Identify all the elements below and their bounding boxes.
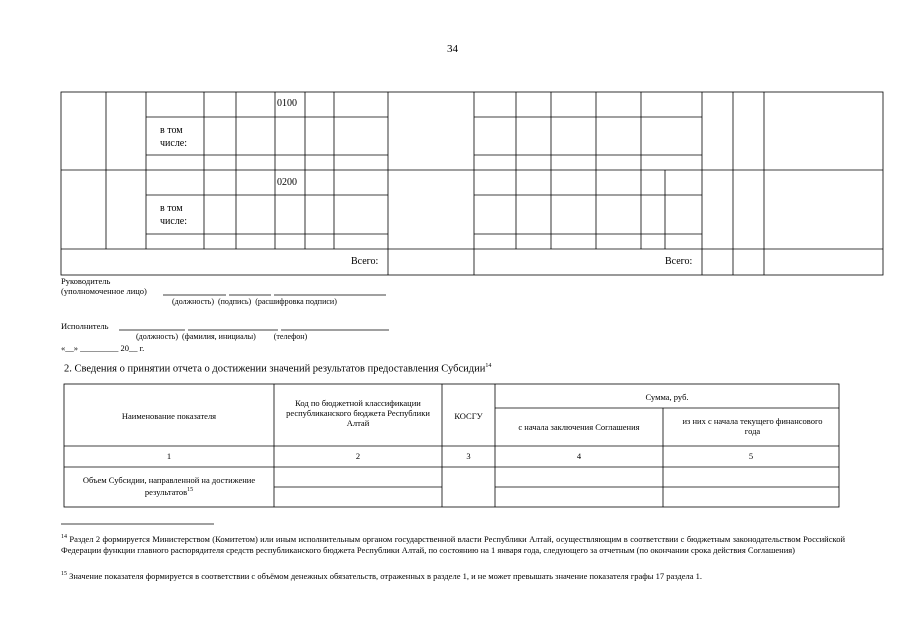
col-num-5: 5 [748,451,754,461]
col-num-1: 1 [166,451,172,461]
in-that-number-1a: в том [160,125,183,136]
total-left: Всего: [351,256,379,267]
row-subsidy-label: Объем Субсидии, направленной на достижение результатов$^{15}$ [82,475,256,497]
col-since-start-header: с начала заключения Соглашения [518,422,640,432]
code-0200: 0200 [277,177,297,188]
col-kosgu-header: КОСГУ [454,411,483,421]
code-0100: 0100 [277,98,297,109]
col-num-3: 3 [466,451,471,461]
in-that-number-1b: числе: [160,138,188,149]
col-code-header: Код по бюджетной классификации республиканского бюджета Республики Алтай [286,398,430,428]
footnote-14: $^{14}$ Раздел 2 формируется Министерством (Комитетом) или иным исполнительным органом государственной власти Республики Алтай, осуществляющим в соответствии с бюджетным законодательством Российской Федерации функции главного распорядителя средств республиканского бюджета Республики Алтай, по состоянию на 1 января года, следующего за отчетным (по окончании срока действия Соглашения) [61,533,845,555]
executor-label: Исполнитель [61,321,109,331]
col-num-2: 2 [355,451,361,461]
footnote-15: $^{15}$ Значение показателя формируется в соответствии с объёмом денежных обязательств, отраженных в разделе 1, и не может превышать значение показателя графы 17 раздела 1. [61,570,703,581]
date-line: «__» _________ 20__ г. [61,343,145,353]
col-name-header: Наименование показателя [121,411,217,421]
head-label: Руководитель [61,276,111,286]
head-sublabel: (уполномоченное лицо) [61,286,147,296]
col-sum-header: Сумма, руб. [645,392,689,402]
executor-captions: (должность) (фамилия, инициалы) (телефон) [136,332,308,341]
total-right: Всего: [665,256,693,267]
section2-title: 2. Сведения о принятии отчета о достижении значений результатов предоставления Субсидии$^{14}$ [64,363,492,375]
page-number: 34 [447,43,458,55]
in-that-number-2a: в том [160,203,183,214]
col-num-4: 4 [576,451,582,461]
col-since-year-header: из них с начала текущего финансового года [682,416,823,436]
in-that-number-2b: числе: [160,216,188,227]
head-captions: (должность) (подпись) (расшифровка подписи) [172,297,337,306]
